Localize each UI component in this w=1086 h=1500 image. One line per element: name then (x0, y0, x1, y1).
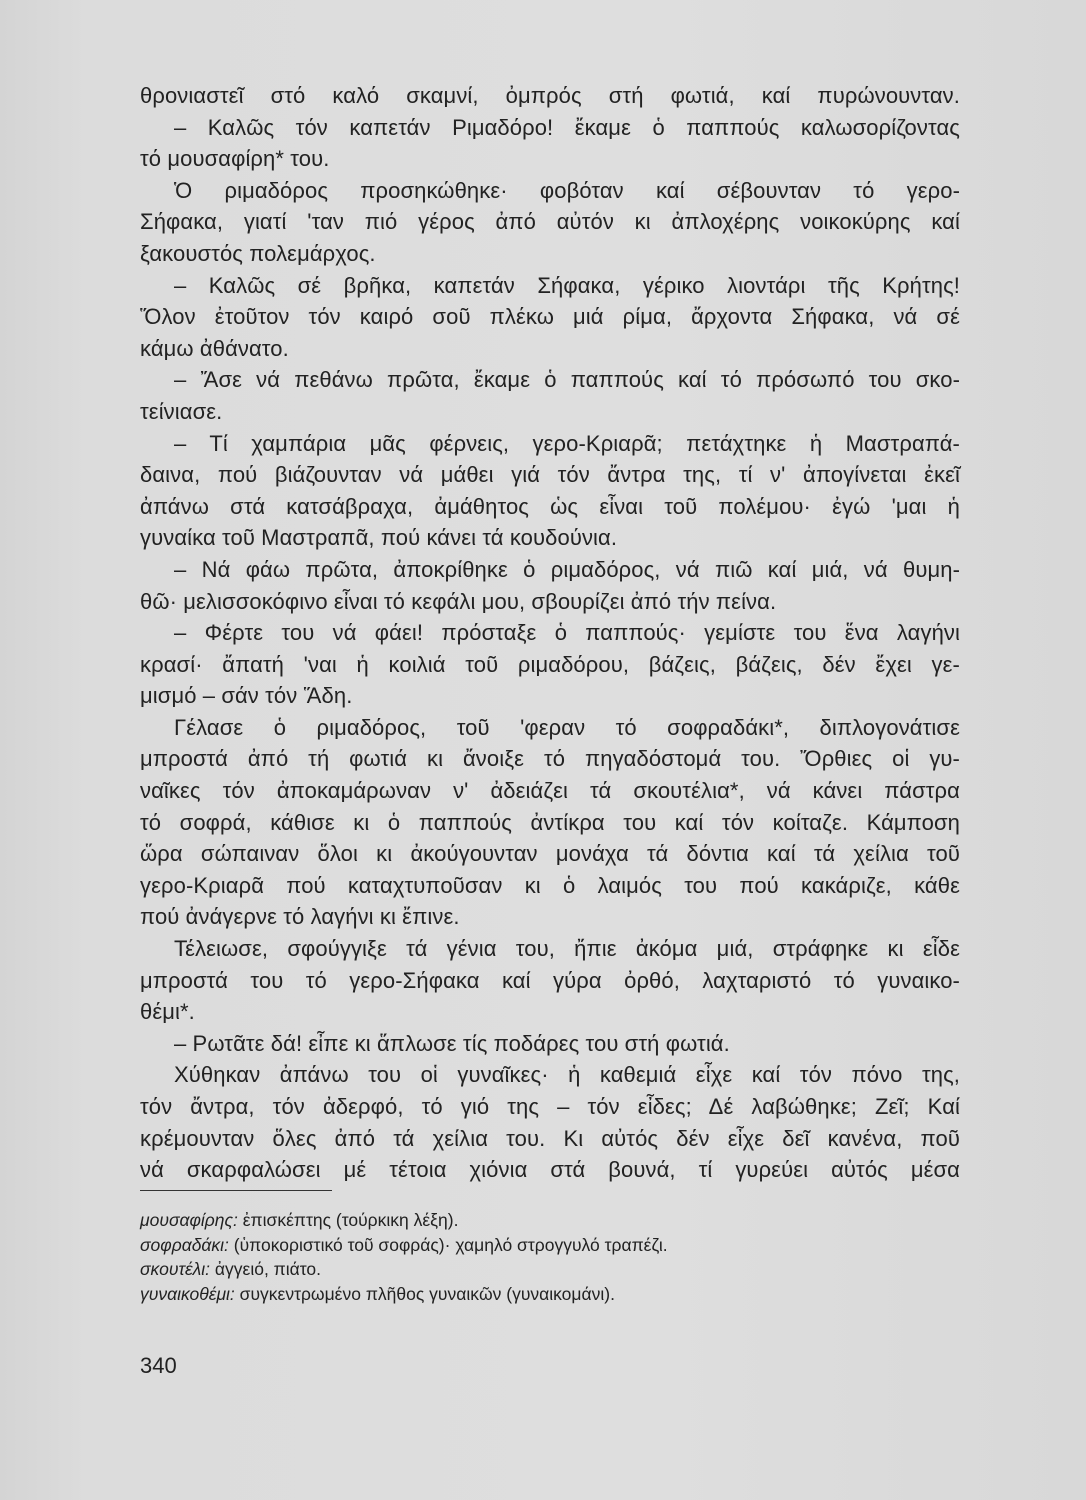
text-line: πού ἀνάγερνε τό λαγήνι κι ἔπινε. (140, 904, 460, 930)
footnote (140, 1208, 940, 1233)
text-line: θῶ· μελισσοκόφινο εἶναι τό κεφάλι μου, σβουρίζει ἀπό τήν πείνα. (140, 588, 777, 614)
text-line: νά σκαρφαλώσει μέ τέτοια χιόνια στά βουνά, τί γυρεύει αὐτός μέσα (140, 1157, 960, 1183)
text-line: ναῖκες τόν ἀποκαμάρωναν ν' ἀδειάζει τά σκουτέλια*, νά κάνει πάστρα (140, 778, 960, 804)
text-line: μπροστά ἀπό τή φωτιά κι ἄνοιξε τό πηγαδόστομά του. Ὄρθιες οἱ γυ- (140, 746, 960, 772)
text-line: κρέμουνταν ὅλες ἀπό τά χείλια του. Κι αὐτός δέν εἶχε δεῖ κανένα, ποῦ (140, 1125, 960, 1151)
text-line: γυναίκα τοῦ Μαστραπᾶ, πού κάνει τά κουδούνια. (140, 525, 618, 551)
footnote (140, 1233, 940, 1258)
footnotes (140, 1208, 940, 1306)
footnote-term: σοφραδάκι: (140, 1234, 229, 1255)
text-line: κάμω ἀθάνατο. (140, 335, 289, 361)
text-line: μπροστά του τό γερο-Σήφακα καί γύρα ὀρθό, λαχταριστό τό γυναικο- (140, 967, 960, 993)
text-line: – Καλῶς σέ βρῆκα, καπετάν Σήφακα, γέρικο λιοντάρι τῆς Κρήτης! (174, 272, 960, 298)
text-line: μισμό – σάν τόν Ἅδη. (140, 683, 353, 709)
text-line: τό μουσαφίρη* του. (140, 146, 330, 172)
text-line: ξακουστός πολεμάρχος. (140, 240, 376, 266)
footnote-text: ἐπισκέπτης (τούρκικη λέξη). (237, 1210, 459, 1230)
text-line: Ὁ ριμαδόρος προσηκώθηκε· φοβόταν καί σέβουνταν τό γερο- (174, 177, 960, 203)
text-line: γερο-Κριαρᾶ πού καταχτυποῦσαν κι ὁ λαιμός του πού κακάριζε, κάθε (140, 872, 960, 898)
text-line: Ὅλον ἐτοῦτον τόν καιρό σοῦ πλέκω μιά ρίμα, ἄρχοντα Σήφακα, νά σέ (140, 304, 960, 330)
footnote-text: συγκεντρωμένο πλῆθος γυναικῶν (γυναικομάνι). (234, 1283, 615, 1304)
footnote-text: ἀγγειό, πιάτο. (210, 1259, 322, 1279)
text-line: – Νά φάω πρῶτα, ἀποκρίθηκε ὁ ριμαδόρος, νά πιῶ καί μιά, νά θυμη- (174, 556, 960, 582)
footnote (140, 1282, 940, 1307)
footnote-term: γυναικοθέμι: (140, 1283, 235, 1304)
text-line: θρονιαστεῖ στό καλό σκαμνί, ὀμπρός στή φωτιά, καί πυρώνουνταν. (140, 83, 960, 108)
text-line: τόν ἄντρα, τόν ἀδερφό, τό γιό της – τόν εἶδες; Δέ λαβώθηκε; Ζεῖ; Καί (140, 1094, 960, 1119)
text-line: – Ἄσε νά πεθάνω πρῶτα, ἔκαμε ὁ παππούς καί τό πρόσωπό του σκο- (174, 367, 960, 393)
body-text (140, 80, 960, 1186)
text-line: ἀπάνω στά κατσάβραχα, ἀμάθητος ὡς εἶναι τοῦ πολέμου· ἐγώ 'μαι ἡ (140, 493, 960, 519)
text-line: θέμι*. (140, 999, 195, 1025)
footnote-text: (ὑποκοριστικό τοῦ σοφράς)· χαμηλό στρογγυλό τραπέζι. (228, 1234, 668, 1255)
text-line: Χύθηκαν ἀπάνω του οἱ γυναῖκες· ἡ καθεμιά εἶχε καί τόν πόνο της, (174, 1062, 960, 1088)
footnote-rule (140, 1190, 332, 1191)
text-line: Τέλειωσε, σφούγγιξε τά γένια του, ἤπιε ἀκόμα μιά, στράφηκε κι εἶδε (174, 936, 960, 962)
footnote-term: μουσαφίρης: (140, 1210, 238, 1230)
text-line: δαινα, πού βιάζουνταν νά μάθει γιά τόν ἄντρα της, τί ν' ἀπογίνεται ἐκεῖ (140, 462, 960, 488)
text-line: τείνιασε. (140, 398, 223, 424)
text-line: – Τί χαμπάρια μᾶς φέρνεις, γερο-Κριαρᾶ; πετάχτηκε ἡ Μαστραπά- (174, 430, 960, 456)
footnote-term: σκουτέλι: (140, 1259, 211, 1279)
text-line: κρασί· ἄπατή 'ναι ἡ κοιλιά τοῦ ριμαδόρου, βάζεις, βάζεις, δέν ἔχει γε- (140, 651, 960, 677)
page-number: 340 (140, 1353, 177, 1378)
text-line: – Ρωτᾶτε δά! εἶπε κι ἅπλωσε τίς ποδάρες του στή φωτιά. (174, 1030, 730, 1056)
footnote (140, 1257, 940, 1282)
text-line: Γέλασε ὁ ριμαδόρος, τοῦ 'φεραν τό σοφραδάκι*, διπλογονάτισε (174, 714, 960, 740)
text-line: Σήφακα, γιατί 'ταν πιό γέρος ἀπό αὐτόν κι ἀπλοχέρης νοικοκύρης καί (140, 209, 960, 235)
text-line: ὥρα σώπαιναν ὅλοι κι ἀκούγουνταν μονάχα τά δόντια καί τά χείλια τοῦ (140, 841, 960, 867)
text-line: – Φέρτε του νά φάει! πρόσταξε ὁ παππούς· γεμίστε του ἕνα λαγήνι (174, 620, 960, 646)
text-line: τό σοφρά, κάθισε κι ὁ παππούς ἀντίκρα του καί τόν κοίταζε. Κάμποση (140, 809, 960, 835)
text-line: – Καλῶς τόν καπετάν Ριμαδόρο! ἔκαμε ὁ παππούς καλωσορίζοντας (174, 114, 960, 140)
